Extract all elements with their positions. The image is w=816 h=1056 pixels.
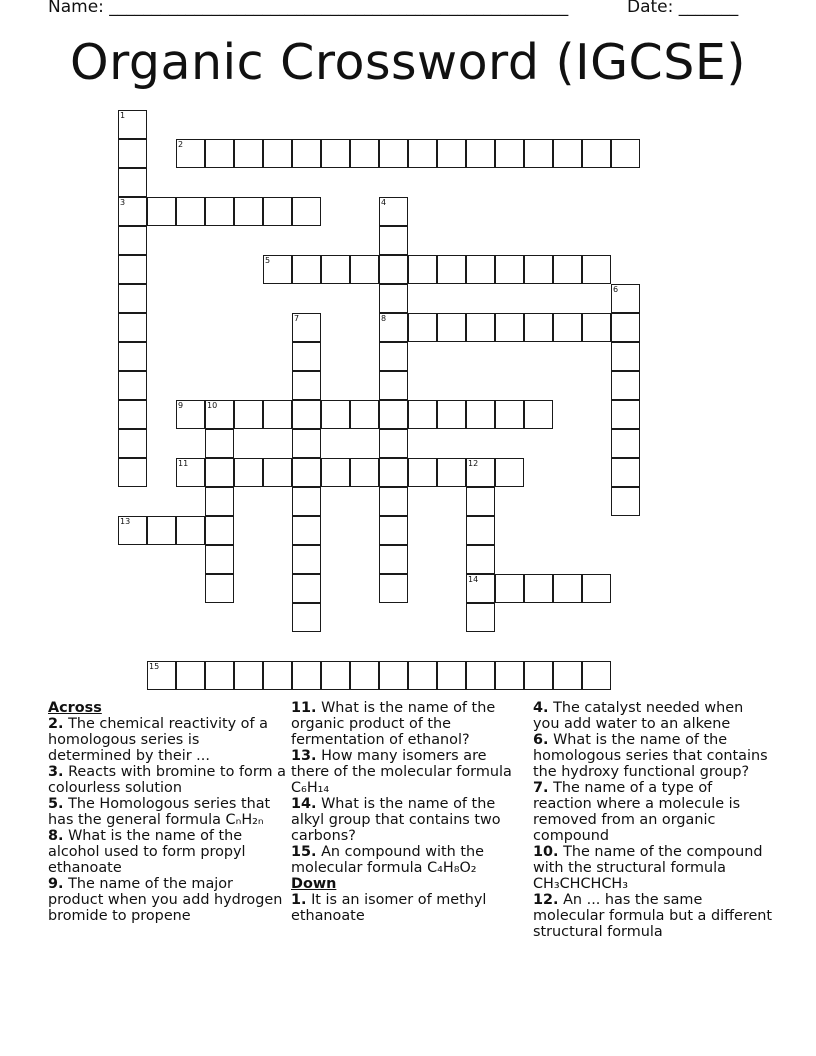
clue-down-6: 6. What is the name of the homologous series that contains the hydroxy functional group?	[533, 732, 768, 780]
grid-cell[interactable]	[118, 139, 147, 168]
grid-cell[interactable]	[234, 400, 263, 429]
clue-across-2: 2. The chemical reactivity of a homologous series is determined by their ...	[48, 716, 268, 764]
grid-cell[interactable]	[379, 313, 408, 342]
grid-cell[interactable]	[292, 545, 321, 574]
grid-cell[interactable]	[176, 516, 205, 545]
grid-cell[interactable]	[292, 516, 321, 545]
grid-cell[interactable]	[553, 661, 582, 690]
grid-cell[interactable]	[379, 255, 408, 284]
grid-cell[interactable]	[350, 400, 379, 429]
grid-cell[interactable]	[466, 574, 495, 603]
grid-cell[interactable]	[466, 516, 495, 545]
grid-cell[interactable]	[437, 313, 466, 342]
grid-cell[interactable]	[611, 371, 640, 400]
clue-across-11: 11. What is the name of the organic product of the fermentation of ethanol?	[291, 700, 496, 748]
grid-cell[interactable]	[205, 400, 234, 429]
grid-cell[interactable]	[147, 516, 176, 545]
clue-column-3	[533, 700, 773, 940]
grid-cell[interactable]	[379, 661, 408, 690]
grid-cell[interactable]	[495, 313, 524, 342]
grid-cell[interactable]	[292, 400, 321, 429]
grid-cell[interactable]	[495, 400, 524, 429]
clue-across-13: 13. How many isomers are there of the molecular formula C₆H₁₄	[291, 748, 512, 796]
clue-across-3: 3. Reacts with bromine to form a colourless solution	[48, 764, 286, 796]
grid-cell[interactable]	[234, 661, 263, 690]
grid-cell[interactable]	[176, 197, 205, 226]
grid-cell[interactable]	[524, 313, 553, 342]
clue-down-12: 12. An ... has the same molecular formula but a different structural formula	[533, 892, 773, 940]
grid-cell[interactable]	[350, 255, 379, 284]
grid-cell[interactable]	[263, 458, 292, 487]
grid-cell[interactable]	[263, 255, 292, 284]
grid-cell[interactable]	[408, 255, 437, 284]
clue-across-9: 9. The name of the major product when you add hydrogen bromide to propene	[48, 876, 283, 924]
grid-cell[interactable]	[176, 139, 205, 168]
grid-cell[interactable]	[379, 545, 408, 574]
grid-cell[interactable]	[350, 139, 379, 168]
grid-cell[interactable]	[205, 574, 234, 603]
grid-cell[interactable]	[379, 226, 408, 255]
grid-cell[interactable]	[582, 661, 611, 690]
name-field-label: Name: ______________________________________________________	[48, 0, 569, 17]
grid-cell[interactable]	[495, 458, 524, 487]
grid-cell[interactable]	[263, 400, 292, 429]
grid-cell[interactable]	[611, 313, 640, 342]
grid-cell[interactable]	[466, 313, 495, 342]
grid-cell[interactable]	[147, 661, 176, 690]
grid-cell[interactable]	[292, 661, 321, 690]
grid-cell[interactable]	[292, 574, 321, 603]
grid-cell[interactable]	[176, 661, 205, 690]
grid-cell[interactable]	[118, 342, 147, 371]
grid-cell[interactable]	[466, 458, 495, 487]
grid-cell[interactable]	[118, 197, 147, 226]
grid-cell[interactable]	[205, 661, 234, 690]
grid-cell[interactable]	[292, 487, 321, 516]
clue-down-4: 4. The catalyst needed when you add water to an alkene	[533, 700, 744, 732]
grid-cell[interactable]	[495, 255, 524, 284]
page-title: Organic Crossword (IGCSE)	[70, 34, 746, 91]
grid-cell[interactable]	[611, 458, 640, 487]
grid-cell[interactable]	[321, 255, 350, 284]
grid-cell[interactable]	[263, 661, 292, 690]
grid-cell[interactable]	[495, 574, 524, 603]
grid-cell[interactable]	[582, 139, 611, 168]
grid-cell[interactable]	[553, 255, 582, 284]
grid-cell[interactable]	[292, 429, 321, 458]
grid-cell[interactable]	[176, 458, 205, 487]
clue-across-5: 5. The Homologous series that has the general formula CₙH₂ₙ	[48, 796, 271, 828]
grid-cell[interactable]	[118, 516, 147, 545]
grid-cell[interactable]	[611, 139, 640, 168]
grid-cell[interactable]	[118, 284, 147, 313]
grid-cell[interactable]	[350, 661, 379, 690]
grid-cell[interactable]	[118, 458, 147, 487]
clue-down-10: 10. The name of the compound with the structural formula CH₃CHCHCH₃	[533, 844, 763, 892]
grid-cell[interactable]	[611, 284, 640, 313]
grid-cell[interactable]	[408, 458, 437, 487]
grid-cell[interactable]	[466, 139, 495, 168]
cell-number: 5	[265, 256, 271, 265]
cell-number: 14	[468, 575, 479, 584]
grid-cell[interactable]	[553, 139, 582, 168]
grid-cell[interactable]	[263, 139, 292, 168]
grid-cell[interactable]	[205, 458, 234, 487]
grid-cell[interactable]	[553, 574, 582, 603]
grid-cell[interactable]	[582, 255, 611, 284]
date-field-label: Date: _______	[627, 0, 739, 17]
cell-number: 1	[120, 111, 126, 120]
clue-column-2	[291, 700, 527, 924]
down-heading: Down	[291, 876, 337, 892]
clue-across-8: 8. What is the name of the alcohol used to form propyl ethanoate	[48, 828, 246, 876]
grid-cell[interactable]	[234, 139, 263, 168]
grid-cell[interactable]	[292, 255, 321, 284]
cell-number: 11	[178, 459, 189, 468]
cell-number: 9	[178, 401, 184, 410]
grid-cell[interactable]	[292, 139, 321, 168]
cell-number: 6	[613, 285, 619, 294]
grid-cell[interactable]	[118, 400, 147, 429]
grid-cell[interactable]	[408, 661, 437, 690]
grid-cell[interactable]	[176, 400, 205, 429]
grid-cell[interactable]	[205, 487, 234, 516]
cell-number: 2	[178, 140, 184, 149]
grid-cell[interactable]	[292, 313, 321, 342]
grid-cell[interactable]	[379, 139, 408, 168]
clue-column-1	[48, 700, 286, 924]
grid-cell[interactable]	[495, 139, 524, 168]
grid-cell[interactable]	[292, 603, 321, 632]
cell-number: 15	[149, 662, 160, 671]
grid-cell[interactable]	[118, 110, 147, 139]
across-heading: Across	[48, 700, 102, 716]
grid-cell[interactable]	[379, 516, 408, 545]
grid-cell[interactable]	[553, 313, 582, 342]
cell-number: 4	[381, 198, 387, 207]
grid-cell[interactable]	[292, 458, 321, 487]
clue-across-15: 15. An compound with the molecular formula C₄H₈O₂	[291, 844, 484, 876]
grid-cell[interactable]	[321, 400, 350, 429]
grid-cell[interactable]	[292, 371, 321, 400]
grid-cell[interactable]	[437, 400, 466, 429]
cell-number: 10	[207, 401, 218, 410]
grid-cell[interactable]	[379, 197, 408, 226]
grid-cell[interactable]	[524, 400, 553, 429]
grid-cell[interactable]	[263, 197, 292, 226]
cell-number: 8	[381, 314, 387, 323]
cell-number: 3	[120, 198, 126, 207]
grid-cell[interactable]	[118, 255, 147, 284]
grid-cell[interactable]	[379, 487, 408, 516]
grid-cell[interactable]	[379, 458, 408, 487]
grid-cell[interactable]	[234, 458, 263, 487]
grid-cell[interactable]	[611, 342, 640, 371]
cell-number: 13	[120, 517, 131, 526]
clue-across-14: 14. What is the name of the alkyl group that contains two carbons?	[291, 796, 501, 844]
grid-cell[interactable]	[524, 139, 553, 168]
grid-cell[interactable]	[408, 400, 437, 429]
grid-cell[interactable]	[379, 284, 408, 313]
grid-cell[interactable]	[524, 255, 553, 284]
grid-cell[interactable]	[379, 429, 408, 458]
grid-cell[interactable]	[437, 139, 466, 168]
grid-cell[interactable]	[205, 429, 234, 458]
grid-cell[interactable]	[205, 139, 234, 168]
grid-cell[interactable]	[292, 197, 321, 226]
grid-cell[interactable]	[321, 139, 350, 168]
grid-cell[interactable]	[234, 197, 263, 226]
clue-down-1: 1. It is an isomer of methyl ethanoate	[291, 892, 487, 924]
cell-number: 7	[294, 314, 300, 323]
grid-cell[interactable]	[379, 371, 408, 400]
grid-cell[interactable]	[408, 139, 437, 168]
grid-cell[interactable]	[292, 342, 321, 371]
grid-cell[interactable]	[379, 342, 408, 371]
grid-cell[interactable]	[524, 574, 553, 603]
grid-cell[interactable]	[408, 313, 437, 342]
grid-cell[interactable]	[321, 458, 350, 487]
grid-cell[interactable]	[524, 661, 553, 690]
grid-cell[interactable]	[466, 603, 495, 632]
grid-cell[interactable]	[466, 400, 495, 429]
grid-cell[interactable]	[611, 400, 640, 429]
grid-cell[interactable]	[437, 255, 466, 284]
grid-cell[interactable]	[379, 400, 408, 429]
grid-cell[interactable]	[147, 197, 176, 226]
grid-cell[interactable]	[118, 429, 147, 458]
clue-down-7: 7. The name of a type of reaction where a molecule is removed from an organic compound	[533, 780, 741, 844]
grid-cell[interactable]	[379, 574, 408, 603]
grid-cell[interactable]	[205, 545, 234, 574]
grid-cell[interactable]	[205, 516, 234, 545]
grid-cell[interactable]	[350, 458, 379, 487]
grid-cell[interactable]	[582, 574, 611, 603]
grid-cell[interactable]	[118, 226, 147, 255]
grid-cell[interactable]	[437, 458, 466, 487]
cell-number: 12	[468, 459, 479, 468]
grid-cell[interactable]	[466, 255, 495, 284]
grid-cell[interactable]	[466, 661, 495, 690]
grid-cell[interactable]	[437, 661, 466, 690]
grid-cell[interactable]	[466, 487, 495, 516]
grid-cell[interactable]	[495, 661, 524, 690]
grid-cell[interactable]	[611, 429, 640, 458]
grid-cell[interactable]	[118, 313, 147, 342]
grid-cell[interactable]	[611, 487, 640, 516]
grid-cell[interactable]	[466, 545, 495, 574]
grid-cell[interactable]	[205, 197, 234, 226]
grid-cell[interactable]	[582, 313, 611, 342]
grid-cell[interactable]	[118, 168, 147, 197]
grid-cell[interactable]	[118, 371, 147, 400]
grid-cell[interactable]	[321, 661, 350, 690]
